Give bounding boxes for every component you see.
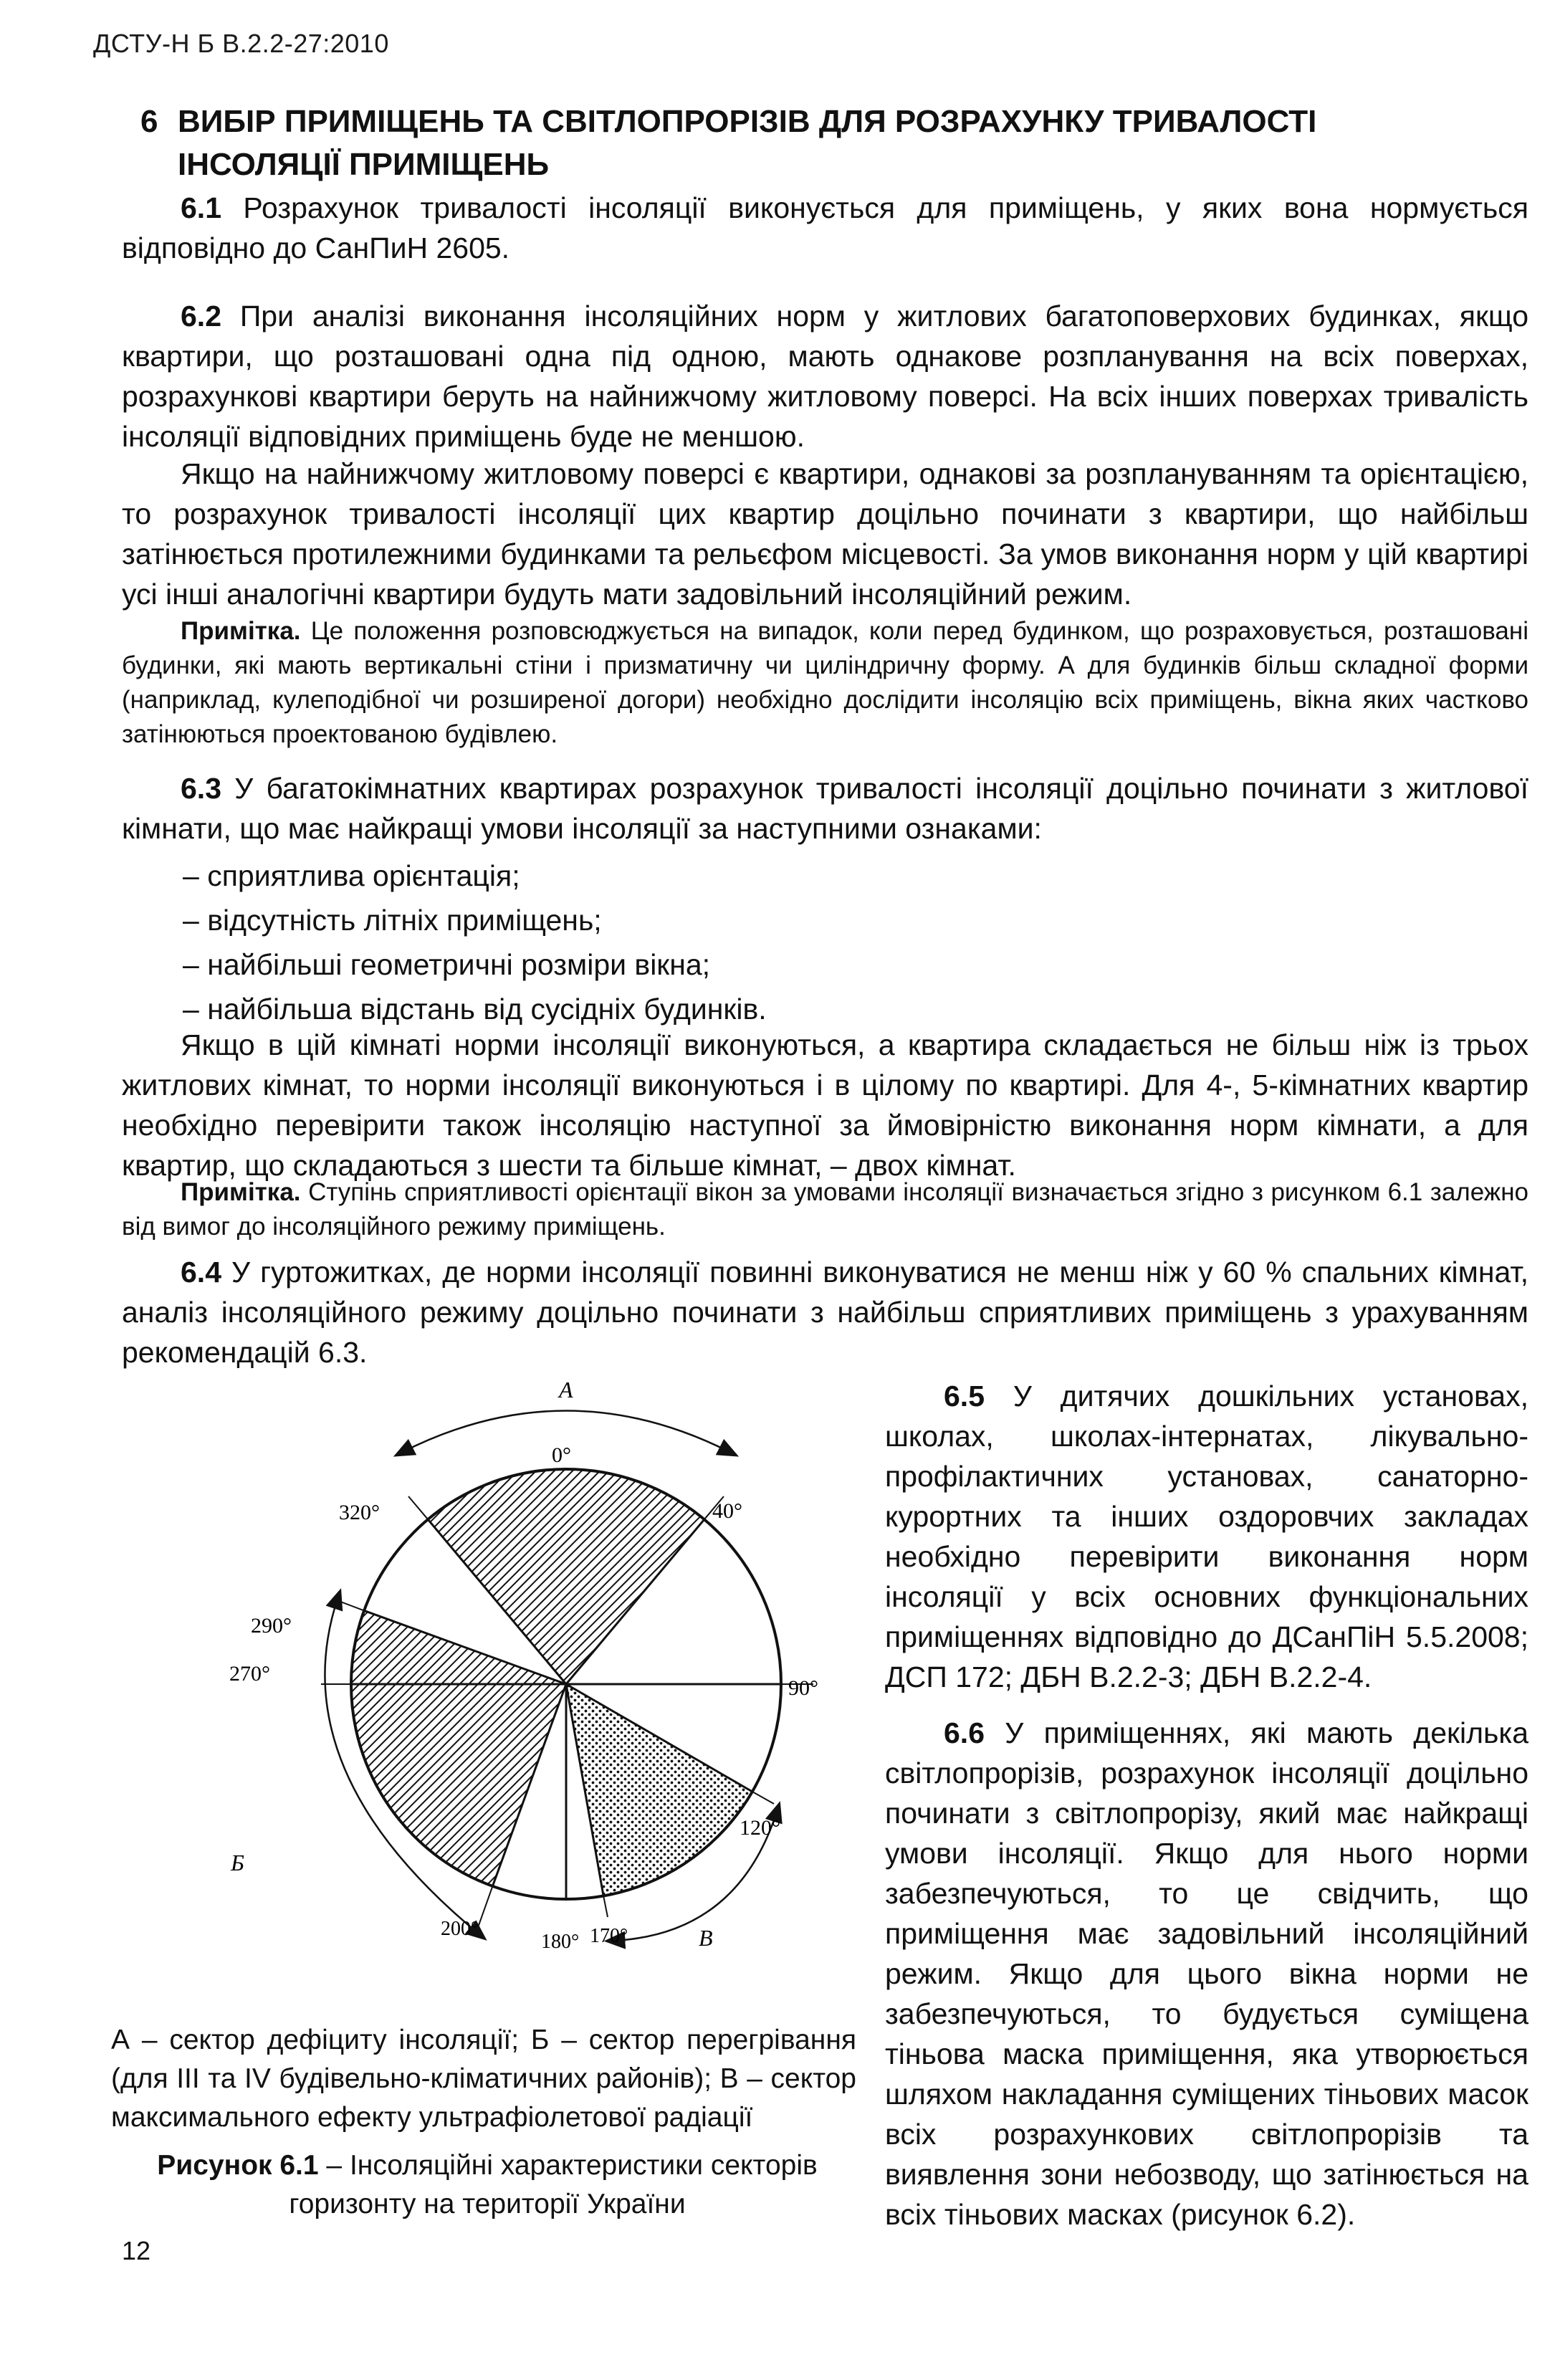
section-title-line-1: ВИБІР ПРИМІЩЕНЬ ТА СВІТЛОПРОРІЗІВ ДЛЯ РОЗРАХУНКУ ТРИВАЛОСТІ — [178, 104, 1317, 139]
label-sector-a: А — [559, 1377, 573, 1402]
note-label: Примітка. — [181, 617, 301, 645]
note-text: Це положення розповсюджується на випадок, коли перед будинком, що розраховується, розташовані будинки, які мають вертикальні стіни і призматичну чи циліндричну форму. А для будинків більш складної форми (наприклад, кулеподібної чи розширеної догори) необхідно дослідити інсоляцію всіх приміщень, вікна яких частково затінюються проектованою будівлею. — [122, 617, 1528, 748]
angle-label: 270° — [229, 1662, 270, 1686]
document-code: ДСТУ-Н Б В.2.2-27:2010 — [93, 29, 389, 58]
paragraph-6-2 — [122, 296, 1528, 457]
paragraph-number: 6.5 — [944, 1380, 985, 1413]
paragraph-6-6 — [885, 1713, 1528, 2235]
paragraph-number: 6.3 — [181, 772, 221, 805]
sector-v-uv-radiation — [566, 1684, 752, 1896]
angle-label: 180° — [541, 1931, 580, 1953]
angle-label: 90° — [788, 1676, 818, 1700]
insolation-sectors-figure — [172, 1369, 838, 2014]
paragraph-text: При аналізі виконання інсоляційних норм у житлових багатоповерхових будинках, якщо квартири, що розташовані одна під одною, мають однакове розпланування на всіх поверхах, розрахункові квартири беруть на найнижчому житловому поверсі. На всіх інших поверхах тривалість інсоляції відповідних приміщень буде не меншою. — [122, 300, 1528, 453]
section-title-line-2: ІНСОЛЯЦІЇ ПРИМІЩЕНЬ — [178, 147, 550, 182]
sector-b-overheating — [351, 1610, 566, 1886]
paragraph-text: У гуртожитках, де норми інсоляції повинні виконуватися не менш ніж у 60 % спальних кімнат, аналіз інсоляційного режиму доцільно починати з найбільш сприятливих приміщень з урахуванням рекомендацій 6.3. — [122, 1256, 1528, 1369]
paragraph-6-3-continued: Якщо в цій кімнаті норми інсоляції виконуються, а квартира складається не більш ніж із трьох житлових кімнат, то норми інсоляції виконуються і в цілому по квартирі. Для 4-, 5-кімнатних квартир необхідно перевірити також інсоляцію наступної за ймовірністю виконання норм кімнати, а для квартир, що складаються з шести та більше кімнат, – двох кімнат. — [122, 1028, 1528, 1182]
figure-title — [118, 2146, 856, 2224]
paragraph-text: У приміщеннях, які мають декілька світлопрорізів, розрахунок інсоляції доцільно починати з світлопрорізу, який має найкращі умови інсоляції. Якщо для нього норми забезпечуються, то це свідчить, що приміщення має задовільний інсоляційний режим. Якщо для цього вікна норми не забезпечуються, то будується суміщена тіньова маска приміщення, яка утворюється шляхом накладання суміщених тіньових масок всіх розрахункових світлопрорізів та виявлення зони небозводу, що затінюється на всіх тіньових масках (рисунок 6.2). — [885, 1716, 1528, 2231]
paragraph-6-3 — [122, 768, 1528, 849]
note-text: Ступінь сприятливості орієнтації вікон за умовами інсоляції визначається згідно з рисунком 6.1 залежно від вимог до інсоляційного режиму приміщень. — [122, 1178, 1528, 1241]
angle-label: 320° — [339, 1501, 380, 1524]
angle-label: 40° — [712, 1499, 742, 1523]
label-sector-v: В — [699, 1925, 713, 1951]
page-number: 12 — [122, 2236, 151, 2265]
paragraph-number: 6.2 — [181, 300, 221, 333]
paragraph-6-5 — [885, 1376, 1528, 1697]
note-label: Примітка. — [181, 1178, 301, 1206]
figure-legend: А – сектор дефіциту інсоляції; Б – сектор перегрівання (для III та IV будівельно-кліматичних районів); В – сектор максимального ефекту ультрафіолетової радіації — [111, 2025, 856, 2133]
angle-label: 0° — [552, 1443, 571, 1467]
note-1 — [122, 614, 1528, 752]
paragraph-number: 6.6 — [944, 1716, 985, 1749]
paragraph-6-1 — [122, 188, 1528, 268]
figure-title-label: Рисунок 6.1 — [157, 2150, 319, 2181]
paragraph-text: У багатокімнатних квартирах розрахунок тривалості інсоляції доцільно починати з житлової кімнати, що має найкращі умови інсоляції за наступними ознаками: — [122, 772, 1528, 845]
paragraph-6-2-continued: Якщо на найнижчому житловому поверсі є квартири, однакові за розплануванням та орієнтацією, то розрахунок тривалості інсоляції цих квартир доцільно починати з квартири, що найбільш затінюється протилежними будинками та рельєфом місцевості. За умов виконання норм у цій квартирі усі інші аналогічні квартири будуть мати задовільний інсоляційний режим. — [122, 457, 1528, 611]
angle-label: 170° — [590, 1925, 628, 1947]
note-2 — [122, 1175, 1528, 1244]
angle-label: 200° — [441, 1918, 479, 1940]
list-item: – найбільша відстань від сусідніх будинків. — [183, 993, 767, 1026]
list-item: – відсутність літніх приміщень; — [183, 904, 602, 937]
paragraph-6-4 — [122, 1252, 1528, 1372]
figure-title-text: – Інсоляційні характеристики секторів горизонту на території України — [289, 2150, 818, 2219]
paragraph-number: 6.1 — [181, 191, 221, 224]
paragraph-text: Розрахунок тривалості інсоляції виконується для приміщень, у яких вона нормується відповідно до СанПиН 2605. — [122, 191, 1528, 264]
label-sector-b: Б — [231, 1850, 244, 1875]
section-heading — [140, 100, 1489, 186]
paragraph-number: 6.4 — [181, 1256, 221, 1289]
list-item: – сприятлива орієнтація; — [183, 859, 520, 892]
angle-label: 120° — [740, 1816, 780, 1840]
angle-label: 290° — [251, 1614, 292, 1638]
paragraph-text: У дитячих дошкільних установах, школах, школах-інтернатах, лікувально-профілактичних установах, санаторно-курортних та інших оздоровчих закладах необхідно перевірити виконання норм інсоляції у всіх основних функціональних приміщеннях відповідно до ДСанПіН 5.5.2008; ДСП 172; ДБН В.2.2-3; ДБН В.2.2-4. — [885, 1380, 1528, 1693]
list-item: – найбільші геометричні розміри вікна; — [183, 948, 711, 981]
section-number: 6 — [140, 104, 158, 139]
